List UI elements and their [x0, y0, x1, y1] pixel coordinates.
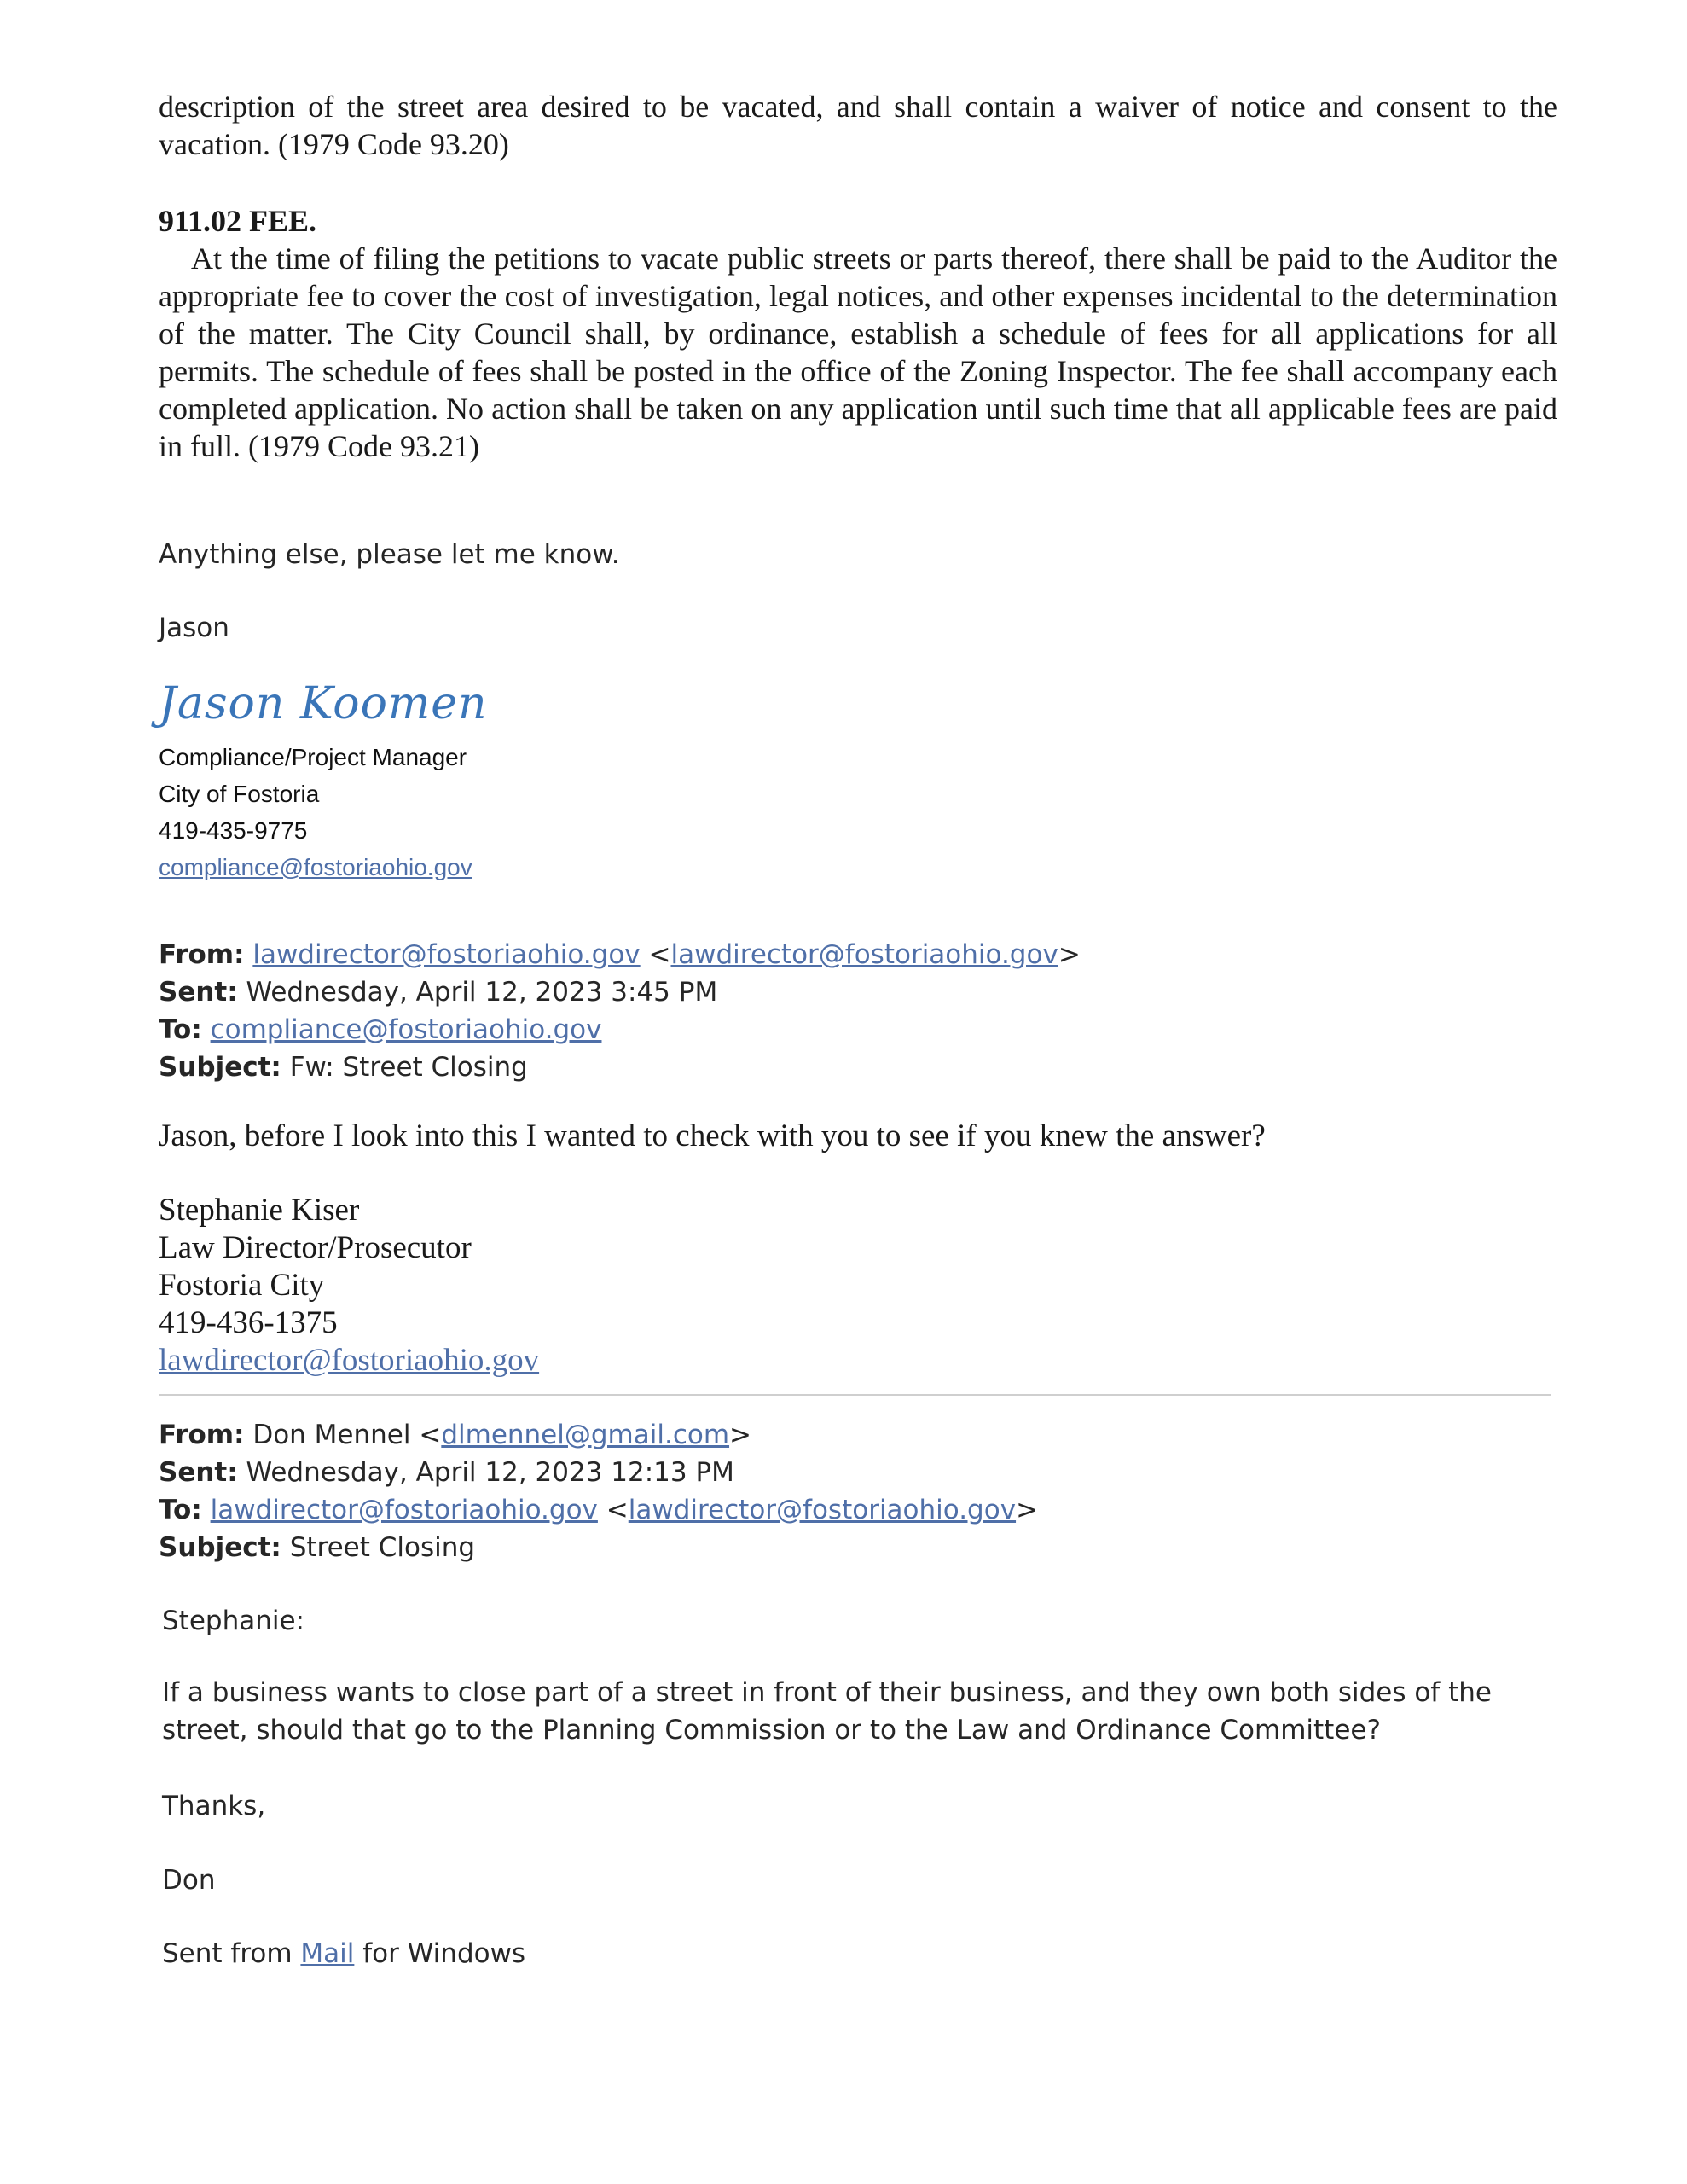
forward-sig-phone: 419-436-1375	[159, 1305, 338, 1340]
original-sent-line	[159, 1454, 1557, 1491]
sent-from-suffix: for Windows	[354, 1938, 526, 1969]
sent-from-line	[162, 1935, 1561, 1972]
original-to-label: To:	[159, 1495, 202, 1525]
original-thanks: Thanks,	[162, 1791, 266, 1821]
original-to-email-link[interactable]: lawdirector@fostoriaohio.gov	[628, 1495, 1017, 1525]
reply-sender-short: Jason	[159, 613, 229, 643]
signature-phone: 419-435-9775	[159, 817, 308, 844]
signature-org: City of Fostoria	[159, 781, 320, 807]
forward-from-label: From:	[159, 939, 245, 970]
forward-body: Jason, before I look into this I wanted to check with you to see if you knew the answer?	[159, 1118, 1266, 1153]
forward-from-email-link[interactable]: lawdirector@fostoriaohio.gov	[670, 939, 1058, 970]
forward-header	[159, 936, 1557, 1086]
original-subject-label: Subject:	[159, 1532, 281, 1563]
forward-sig-name: Stephanie Kiser	[159, 1193, 360, 1228]
signature-title: Compliance/Project Manager	[159, 744, 467, 770]
forward-subject-label: Subject:	[159, 1052, 281, 1083]
original-from-line: From: Don Mennel <dlmennel@gmail.com>	[159, 1420, 752, 1450]
forward-signature	[159, 1192, 1557, 1380]
forward-subject-value: Fw: Street Closing	[289, 1052, 528, 1083]
signature-block	[159, 739, 1557, 886]
original-from-name: Don Mennel	[252, 1420, 411, 1450]
original-sent-label: Sent:	[159, 1457, 238, 1488]
forward-to-line	[159, 1011, 1557, 1048]
original-to-line: To: lawdirector@fostoriaohio.gov <lawdirector@fostoriaohio.gov>	[159, 1495, 1039, 1525]
forward-to-label: To:	[159, 1014, 202, 1045]
code-continued-text: description of the street area desired to be vacated, and shall contain a waiver of notice and consent to the vacation. (1979 Code 93.20)	[159, 90, 1557, 161]
section-heading: 911.02 FEE.	[159, 204, 317, 238]
original-to-link[interactable]: lawdirector@fostoriaohio.gov	[210, 1495, 598, 1525]
original-sender: Don	[162, 1865, 216, 1896]
original-header	[159, 1416, 1557, 1566]
forward-sig-org: Fostoria City	[159, 1268, 325, 1303]
original-greeting: Stephanie:	[162, 1606, 305, 1636]
forward-subject-line	[159, 1048, 1557, 1086]
message-divider	[159, 1394, 1551, 1396]
original-subject-value: Street Closing	[289, 1532, 476, 1563]
signature-script: Jason Koomen	[159, 678, 488, 729]
forward-sent-value: Wednesday, April 12, 2023 3:45 PM	[246, 977, 718, 1008]
original-sent-value: Wednesday, April 12, 2023 12:13 PM	[246, 1457, 734, 1488]
forward-from-link[interactable]: lawdirector@fostoriaohio.gov	[252, 939, 641, 970]
forward-from-line: From: lawdirector@fostoriaohio.gov <lawdirector@fostoriaohio.gov>	[159, 939, 1081, 970]
forward-sig-title: Law Director/Prosecutor	[159, 1230, 472, 1265]
forward-sent-line	[159, 973, 1557, 1011]
original-from-email-link[interactable]: dlmennel@gmail.com	[441, 1420, 730, 1450]
forward-sent-label: Sent:	[159, 977, 238, 1008]
section-body: At the time of filing the petitions to vacate public streets or parts thereof, there shall be paid to the Auditor the appropriate fee to cover the cost of investigation, legal notices, and other expenses incidental to the determination of the matter. The City Council shall, by ordinance, establish a schedule of fees for all applications for all permits. The schedule of fees shall be posted in the office of the Zoning Inspector. The fee shall accompany each completed application. No action shall be taken on any application until such time that all applicable fees are paid in full. (1979 Code 93.21)	[159, 241, 1557, 463]
code-continued-paragraph	[159, 88, 1557, 163]
forward-to-link[interactable]: compliance@fostoriaohio.gov	[210, 1014, 602, 1045]
forward-sig-email-link[interactable]: lawdirector@fostoriaohio.gov	[159, 1343, 540, 1378]
original-subject-line	[159, 1529, 1557, 1566]
original-from-label: From:	[159, 1420, 245, 1450]
mail-app-link[interactable]: Mail	[300, 1938, 355, 1969]
reply-closing-line: Anything else, please let me know.	[159, 539, 620, 570]
signature-email-link[interactable]: compliance@fostoriaohio.gov	[159, 854, 472, 880]
sent-from-prefix: Sent from	[162, 1938, 301, 1969]
original-body: If a business wants to close part of a street in front of their business, and they own both sides of the street, should that go to the Planning Commission or to the Law and Ordinance Committee?	[162, 1677, 1492, 1745]
